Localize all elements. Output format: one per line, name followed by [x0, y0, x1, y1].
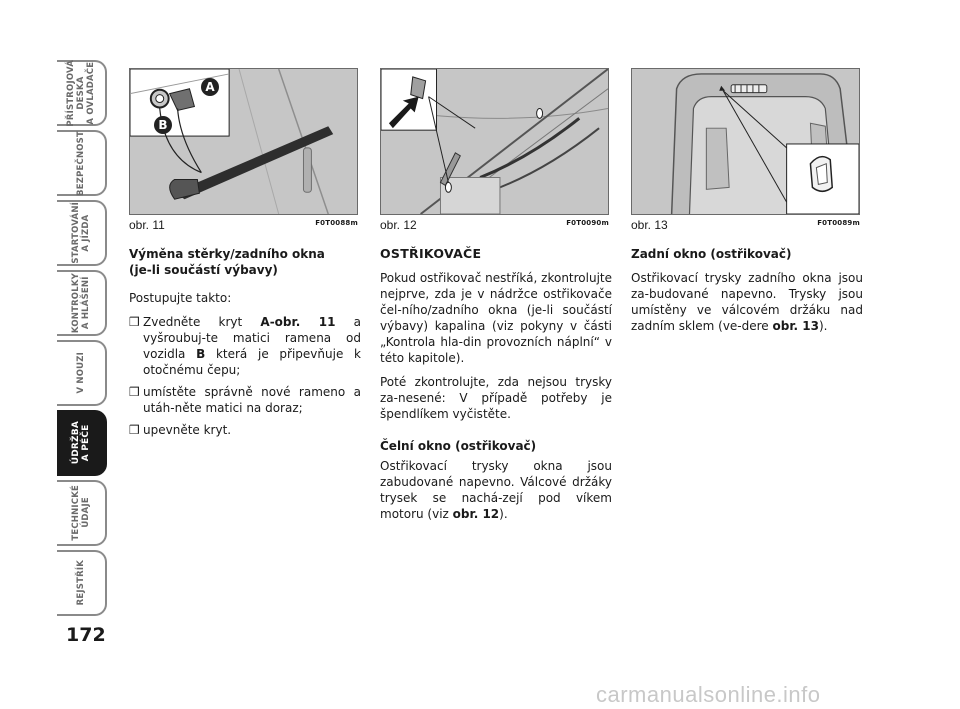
tab-label: PŘÍSTROJOVÁ DESKA A OVLADAČE	[66, 59, 96, 127]
figure-caption	[129, 218, 358, 232]
callout-a: A	[201, 78, 219, 96]
figure-ref: A-obr. 11	[260, 315, 336, 329]
checkbox-icon: ❒	[129, 423, 140, 437]
watermark: carmanualsonline.info	[596, 682, 821, 707]
figure-code: F0T0089m	[817, 219, 860, 227]
subheading: Čelní okno (ostřikovač)	[380, 439, 537, 453]
figure-ref: obr. 12	[452, 507, 500, 521]
text: Ostřikovací trysky zadního okna jsou za-budované napevno. Trysky jsou umístěny ve válcovém držáku nad zadním sklem (ve-dere	[631, 271, 863, 333]
figure-label: obr. 12	[380, 218, 417, 232]
list-item	[129, 314, 361, 378]
tab-label: STARTOVÁNÍ A JÍZDA	[71, 202, 91, 264]
tab-kontrolky[interactable]	[57, 270, 107, 336]
figure-caption	[631, 218, 860, 232]
checkbox-icon: ❒	[129, 385, 140, 399]
heading-line-1: Výměna stěrky/zadního okna	[129, 247, 325, 261]
figure-windscreen-washer	[380, 68, 609, 215]
tab-pristrojova-deska[interactable]	[57, 60, 107, 126]
section-heading	[129, 246, 361, 278]
windscreen-washer-illustration	[381, 69, 608, 214]
figure-code: F0T0088m	[315, 219, 358, 227]
figure-rear-wiper	[129, 68, 358, 215]
figure-label: obr. 11	[129, 218, 165, 232]
text: umístěte správně nové rameno a utáh-něte matici na doraz;	[143, 385, 361, 415]
tab-startovani[interactable]	[57, 200, 107, 266]
tab-rejstrik[interactable]	[57, 550, 107, 616]
subheading: Zadní okno (ostřikovač)	[631, 247, 792, 261]
paragraph	[631, 270, 863, 334]
column-wiper-replacement	[129, 246, 361, 444]
tab-v-nouzi[interactable]	[57, 340, 107, 406]
text: Zvedněte kryt	[143, 315, 261, 329]
rear-wiper-illustration	[130, 69, 357, 214]
column-washers	[380, 246, 612, 530]
section-heading: OSTŘIKOVAČE	[380, 246, 482, 261]
text: a vyšroubuj-te matici ramena od vozidla	[143, 315, 362, 361]
figure-rear-washer	[631, 68, 860, 215]
column-rear-washer	[631, 246, 863, 342]
tab-label: ÚDRŽBA A PÉČE	[71, 421, 91, 465]
page-number: 172	[66, 624, 106, 646]
checkbox-icon: ❒	[129, 315, 140, 329]
paragraph: Poté zkontrolujte, zda nejsou trysky za-nesené: V případě potřeby je špendlíkem vyčistěte.	[380, 375, 612, 421]
figure-caption	[380, 218, 609, 232]
list-item	[129, 422, 361, 438]
part-ref: B	[196, 347, 206, 361]
text: Ostřikovací trysky okna jsou zabudované napevno. Válcové držáky trysek se nachá-zejí pod víkem motoru (viz	[380, 459, 612, 521]
rear-washer-illustration	[632, 69, 859, 214]
text: ).	[818, 319, 828, 333]
intro-text: Postupujte takto:	[129, 291, 232, 305]
figure-code: F0T0090m	[566, 219, 609, 227]
tab-label: REJSTŘÍK	[76, 560, 86, 606]
tab-technicke-udaje[interactable]	[57, 480, 107, 546]
tab-label: TECHNICKÉ ÚDAJE	[71, 485, 91, 541]
tab-label: KONTROLKY A HLÁŠENÍ	[71, 272, 91, 334]
callout-b: B	[154, 116, 172, 134]
paragraph	[380, 458, 612, 522]
heading-line-2: (je-li součástí výbavy)	[129, 263, 278, 277]
tab-bezpecnost[interactable]	[57, 130, 107, 196]
paragraph: Pokud ostřikovač nestříká, zkontrolujte nejprve, zda je v nádržce ostřikovače čel-ního/zadního okna (je-li součástí výbavy) kapalina (viz pokyny v části „Kontrola hla-din provozních náplní“ v této kapitole).	[380, 271, 612, 365]
tab-label: BEZPEČNOST	[76, 130, 86, 196]
figure-ref: obr. 13	[772, 319, 819, 333]
text: ).	[499, 507, 508, 521]
text: upevněte kryt.	[143, 423, 232, 437]
list-item	[129, 384, 361, 416]
text: která je připevňuje k otočnému čepu;	[143, 347, 361, 377]
steps-list	[129, 314, 361, 438]
figure-label: obr. 13	[631, 218, 668, 232]
tab-label: V NOUZI	[76, 352, 86, 394]
tab-udrzba[interactable]	[57, 410, 107, 476]
